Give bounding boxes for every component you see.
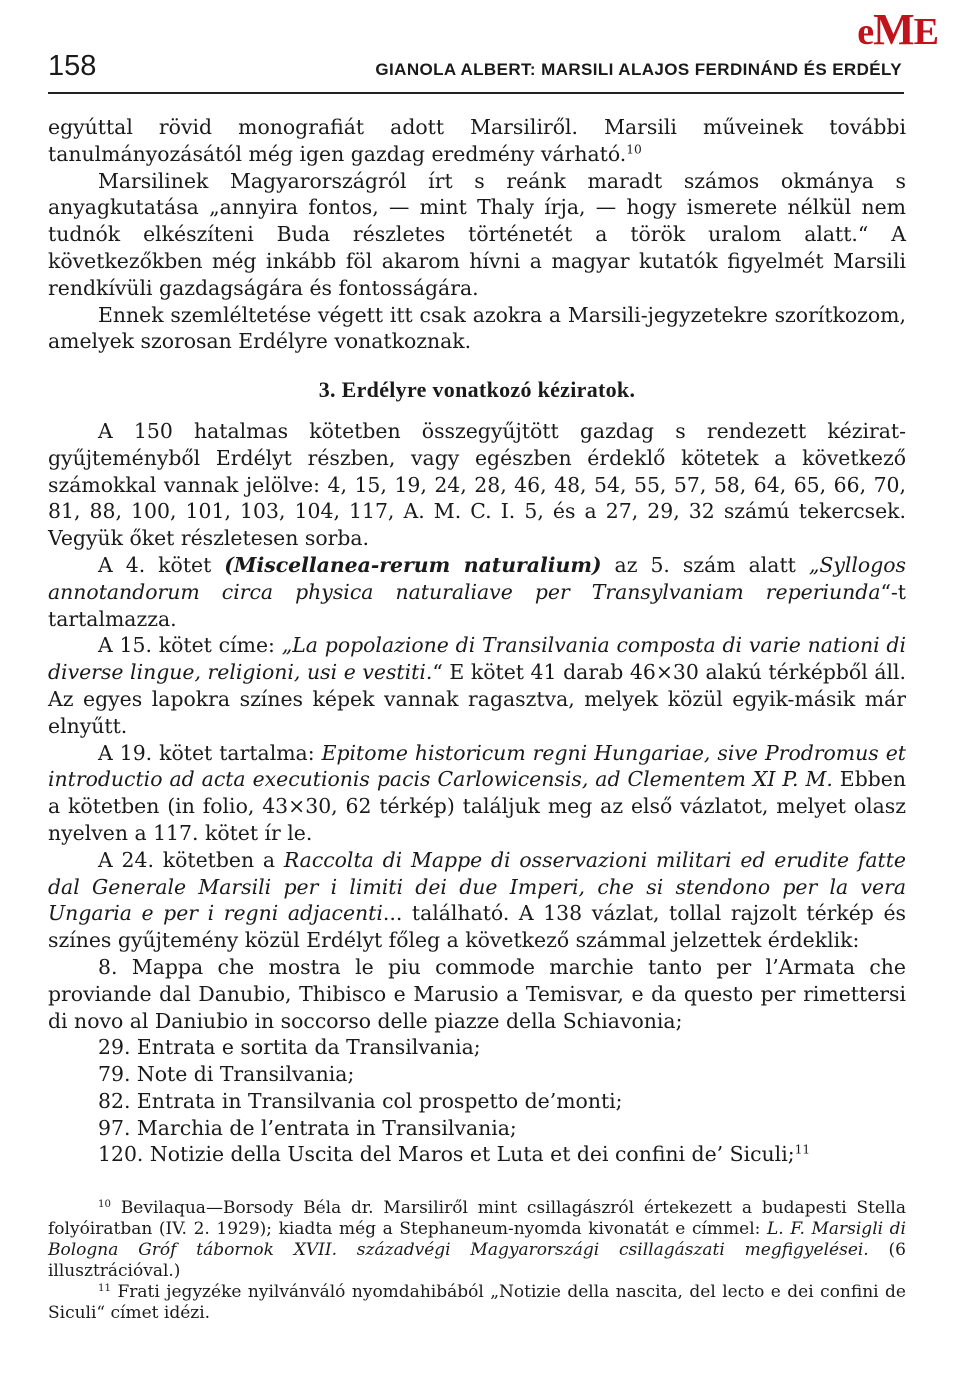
list-item: 120. Notizie della Uscita del Maros et Luta et dei confini de’ Siculi;$^{11}$	[98, 1142, 811, 1167]
section-heading: 3. Erdélyre vonatkozó kéziratok.	[318, 377, 636, 403]
page-number: 158	[48, 50, 97, 82]
list-item: 29. Entrata e sortita da Transilvania;	[98, 1035, 481, 1060]
footnote-11: $^{11}$ Frati jegyzéke nyilvánváló nyomdahibából „Notizie della nascita, del lecto e dei confini de Siculi“ címet idézi.	[48, 1282, 906, 1324]
list-item: 8. Mappa che mostra le piu commode marchie tanto per l’Armata che proviande dal Danubio, Thibisco e Marusio a Temisvar, e da questo per rimettersi di novo al Daniubio in soccorso delle piazze della Schiavonia;	[48, 954, 906, 1033]
running-title: GIANOLA ALBERT: MARSILI ALAJOS FERDINÁND ÉS ERDÉLY	[375, 60, 902, 79]
paragraph-7: A 19. kötet tartalma: Epitome historicum regni Hungariae, sive Prodromus et introductio ad acta executionis pacis Carlowicensis, ad Clementem XI P. M. Ebben a kötetben (in folio, 43×30, 62 térkép) találjuk meg az első vázlatot, melyet olasz nyelven a 117. kötet ír le.	[48, 740, 906, 845]
publisher-logo: eME	[857, 5, 938, 54]
page-header	[48, 50, 904, 94]
paragraph-2: Marsilinek Magyarországról írt s reánk maradt számos okmánya s anyagkutatása „annyira fontos, — mint Thaly írja, — hogy ismerete nélkül nem tudnók elkészíteni Buda részletes történetét a török uralom alatt.“ A következőkben még inkább föl akarom hívni a magyar kutatók figyelmét Marsili rendkívüli gazdagságára és fontosságára.	[48, 168, 906, 300]
paragraph-4: A 150 hatalmas kötetben összegyűjtött gazdag s rendezett kéziratgyűjteményből Erdélyt részben, vagy egészben érdeklő kötetek a következő számokkal vannak jelölve: 4, 15, 19, 24, 28, 46, 48, 54, 55, 57, 58, 64, 65, 66, 70, 81, 88, 100, 101, 103, 104, 117, A. M. C. I. 5, és a 27, 29, 32 számú tekercsek. Vegyük őket részletesen sorba.	[48, 418, 906, 551]
paragraph-3: Ennek szemléltetése végett itt csak azokra a Marsili-jegyzetekre szorítkozom, amelyek szorosan Erdélyre vonatkoznak.	[48, 302, 906, 354]
paragraph-5: A 4. kötet (Miscellanea-rerum naturalium) az 5. szám alatt „Syllogos annotandorum circa physica naturaliave per Transylvaniam reperiunda“-t tartalmazza.	[48, 552, 906, 631]
paragraph-8: A 24. kötetben a Raccolta di Mappe di osservazioni militari ed erudite fatte dal Generale Marsili per i limiti dei due Imperi, che si stendono per la vera Ungaria e per i regni adjacenti... található. A 138 vázlat, tollal rajzolt térkép és színes gyűjtemény közül Erdélyt főleg a következő számmal jelzettek érdeklik:	[48, 847, 906, 953]
footnote-10: $^{10}$ Bevilaqua—Borsody Béla dr. Marsiliről mint csillagászról értekezett a budapesti Stella folyóiratban (IV. 2. 1929); kiadta még a Stephaneum-nyomda kivonatát e címmel: L. F. Marsigli di Bologna Gróf tábornok XVII. századvégi Magyarországi csillagászati megfigyelései. (6 illusztrációval.)	[48, 1198, 907, 1282]
footnote-ref-11[interactable]: 11	[794, 1143, 811, 1158]
list-item: 97. Marchia de l’entrata in Transilvania;	[98, 1115, 517, 1140]
paragraph-1: egyúttal rövid monografiát adott Marsiliről. Marsili műveinek további tanulmányozásától még igen gazdag eredmény várható.$^{10}$	[48, 115, 906, 166]
footnotes	[48, 1198, 906, 1324]
footnote-ref-10[interactable]: 10	[626, 142, 642, 157]
main-text	[48, 114, 906, 1324]
list-item: 82. Entrata in Transilvania col prospetto de’monti;	[98, 1088, 623, 1113]
list-item: 79. Note di Transilvania;	[98, 1062, 355, 1087]
paragraph-6: A 15. kötet címe: „La popolazione di Transilvania composta di varie nationi di diverse lingue, religioni, usi e vestiti.“ E kötet 41 darab 46×30 alakú térképből áll. Az egyes lapokra színes képek vannak ragasztva, melyek közül egyik-másik már elnyűtt.	[48, 633, 906, 738]
map-list	[48, 954, 906, 1168]
